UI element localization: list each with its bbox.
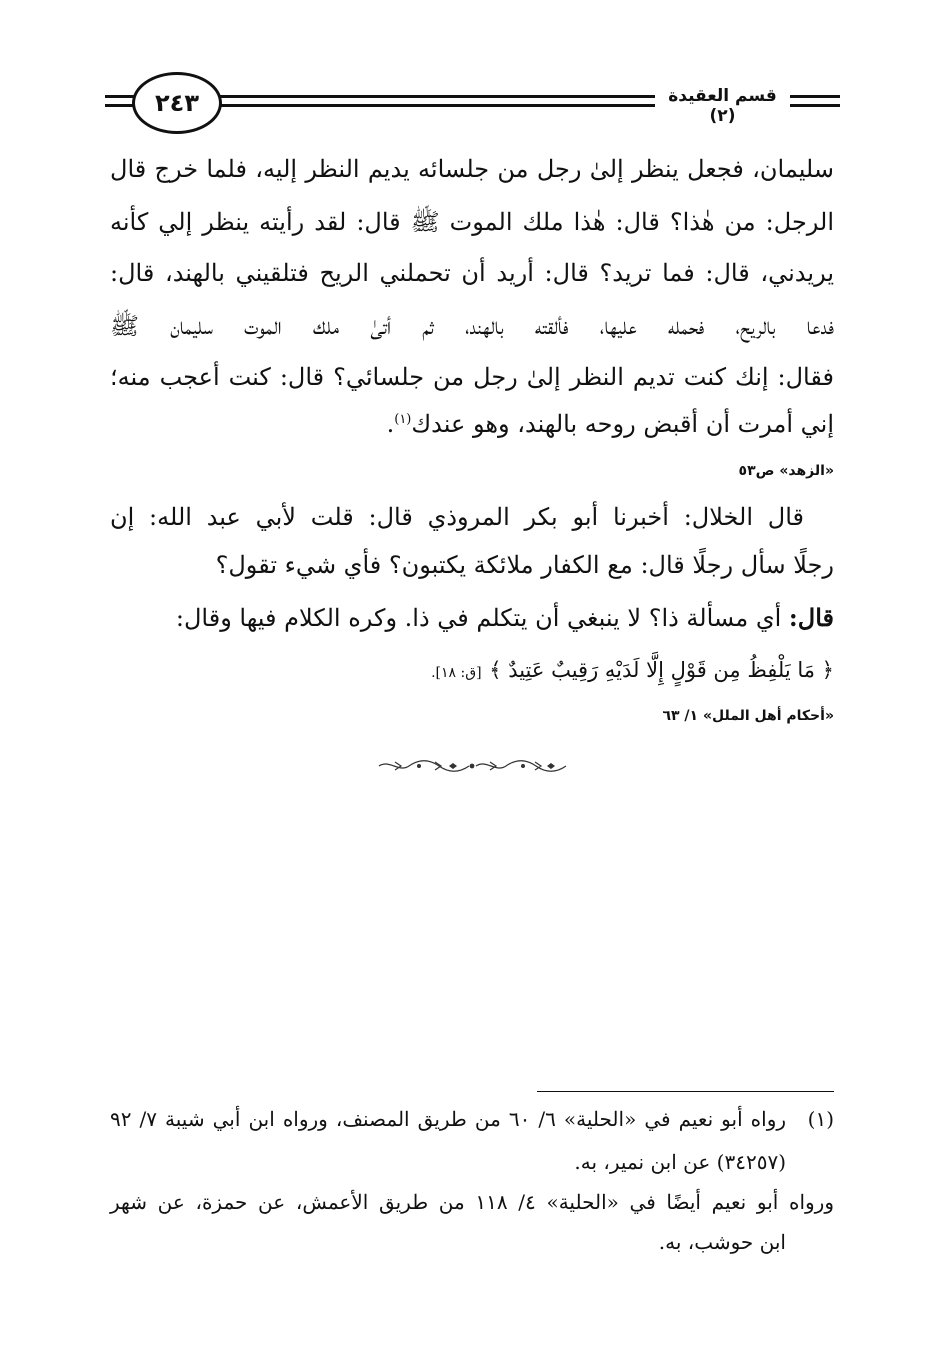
quran-reference: [ق: ١٨]. — [431, 665, 482, 681]
body-line: فدعا بالريح، فحمله عليها، فألقته بالهند، ثم أتىٰ ملك الموت سليمان ﷺ — [110, 312, 834, 340]
body-line: الرجل: من هٰذا؟ قال: هٰذا ملك الموت ﷺ قال: لقد رأيته ينظر إلي كأنه — [110, 208, 834, 236]
body-line-text: أي مسألة ذا؟ لا ينبغي أن يتكلم في ذا. وكره الكلام فيها وقال: — [175, 604, 789, 632]
footnote-line: ابن حوشب، به. — [658, 1230, 786, 1254]
body-line: سليمان، فجعل ينظر إلىٰ رجل من جلسائه يديم النظر إليه، فلما خرج قال — [110, 155, 834, 183]
ornament-divider-icon — [375, 757, 570, 775]
footnote-text: رواه أبو نعيم في «الحلية» ٦/ ٦٠ من طريق المصنف، ورواه ابن أبي شيبة ٧/ ٩٢ — [110, 1107, 787, 1131]
footnote-separator — [537, 1091, 834, 1092]
body-line-text: قال الخلال: أخبرنا أبو بكر المروذي قال: قلت لأبي عبد الله: إن — [110, 503, 805, 531]
page-number: ٢٤٣ — [132, 72, 222, 134]
body-line-text: إني أمرت أن أقبض روحه بالهند، وهو عندك — [411, 410, 834, 438]
body-line: يريدني، قال: فما تريد؟ قال: أريد أن تحملني الريح فتلقيني بالهند، قال: — [110, 259, 834, 287]
footnote-number: (١) — [807, 1107, 835, 1131]
speaker-lead: قال: — [788, 603, 834, 632]
sentence-end: . — [386, 410, 395, 438]
body-line: رجلًا سأل رجلًا قال: مع الكفار ملائكة يكتبون؟ فأي شيء تقول؟ — [215, 551, 834, 579]
quran-line — [110, 655, 834, 683]
running-title: قسم العقيدة (٢) — [655, 86, 790, 126]
footnote-line — [110, 1107, 834, 1131]
body-line — [110, 503, 834, 531]
source-citation: «الزهد» ص٥٣ — [738, 463, 834, 479]
footnote-line: (٣٤٢٥٧) عن ابن نمير، به. — [574, 1150, 786, 1174]
body-line — [110, 603, 834, 632]
body-line: فقال: إنك كنت تديم النظر إلىٰ رجل من جلسائي؟ قال: كنت أعجب منه؛ — [110, 363, 834, 391]
footnote-line: ورواه أبو نعيم أيضًا في «الحلية» ٤/ ١١٨ من طريق الأعمش، عن حمزة، عن شهر — [110, 1190, 834, 1214]
footnote-marker: (١) — [394, 412, 412, 427]
quran-verse: ﴿ مَا يَلْفِظُ مِن قَوْلٍ إِلَّا لَدَيْهِ رَقِيبٌ عَتِيدٌ ﴾ — [489, 658, 834, 682]
source-citation: «أحكام أهل الملل» ١/ ٦٣ — [662, 708, 834, 724]
body-line-last — [110, 410, 834, 438]
